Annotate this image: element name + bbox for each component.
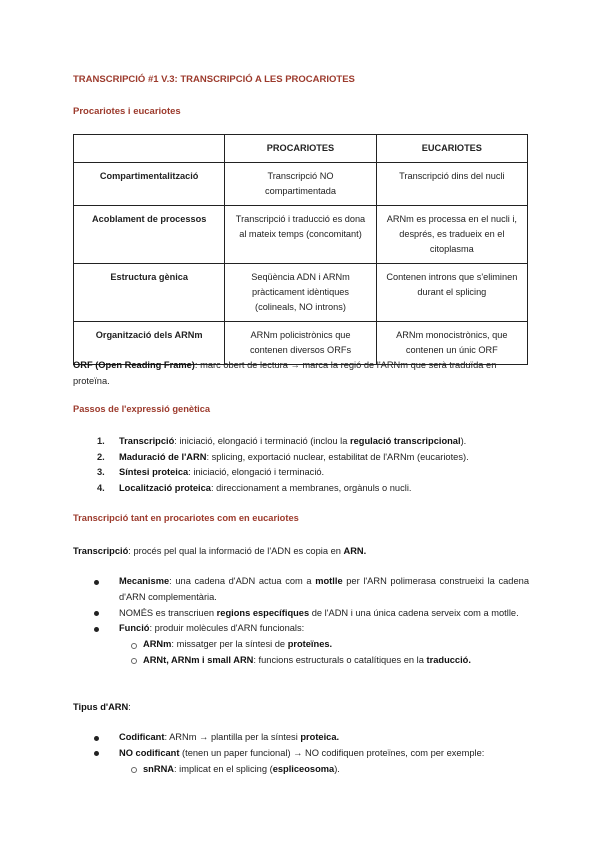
list-item <box>73 574 529 606</box>
term: espliceosoma <box>272 763 335 774</box>
table-cell: Transcripció i traducció es dona al mateix temps (concomitant) <box>225 206 376 264</box>
list-item <box>73 606 529 622</box>
text: : iniciació, elongació i terminació. <box>188 467 325 478</box>
list-item <box>73 481 529 497</box>
text: : splicing, exportació nuclear, estabilitat de l'ARNm (eucariotes). <box>206 451 469 462</box>
row-label: Estructura gènica <box>74 264 225 322</box>
table-header-cell: EUCARIOTES <box>376 135 527 163</box>
table-header-row <box>74 135 528 163</box>
definition-text: : marc obert de lectura → marca la regió de l'ARNm que serà traduïda en proteïna. <box>73 360 497 386</box>
steps-list <box>73 434 529 496</box>
text: : funcions estructurals o catalítiques en la <box>253 654 427 665</box>
rna-types-list <box>73 730 529 777</box>
document-title: TRANSCRIPCIÓ #1 V.3: TRANSCRIPCIÓ A LES PROCARIOTES <box>73 74 355 85</box>
text: : ARNm → plantilla per la síntesi <box>164 732 301 742</box>
term: Maduració de l'ARN <box>119 451 207 462</box>
section-heading: Procariotes i eucariotes <box>73 106 181 117</box>
list-number: 4. <box>97 482 105 493</box>
term: motlle <box>315 576 343 586</box>
term: regions específiques <box>216 607 310 618</box>
section-heading: Passos de l'expressió genètica <box>73 404 211 414</box>
text: : produir molècules d'ARN funcionals: <box>149 623 305 634</box>
table-row <box>74 163 528 206</box>
text: (tenen un paper funcional) → NO codifiquen proteïnes, com per exemple: <box>179 747 485 758</box>
term: ORF (Open Reading Frame) <box>73 360 195 370</box>
list-item <box>73 450 529 466</box>
text: : iniciació, elongació i terminació (inclou la <box>174 436 350 446</box>
term: proteica. <box>300 732 340 742</box>
text: : una cadena d'ADN actua com a <box>169 576 316 586</box>
transcription-definition <box>73 543 529 559</box>
term: Síntesi proteica <box>119 467 189 478</box>
term: Tipus d'ARN <box>73 702 129 712</box>
term: Localització proteica <box>119 482 211 493</box>
table-cell: Transcripció NO compartimentada <box>225 163 376 206</box>
row-label: Compartimentalització <box>74 163 225 206</box>
text: de l'ADN i una única cadena serveix com a motlle. <box>309 607 519 618</box>
term: Mecanisme <box>119 576 170 586</box>
section-heading: Transcripció tant en procariotes com en eucariotes <box>73 513 299 523</box>
term: Transcripció <box>119 436 175 446</box>
term: regulació transcripcional <box>350 436 461 446</box>
term: Codificant <box>119 732 165 742</box>
list-item <box>73 730 529 746</box>
table-row <box>74 206 528 264</box>
text: : missatger per la síntesi de <box>171 639 288 650</box>
table-header-cell <box>74 135 225 163</box>
text: NOMÉS es transcriuen <box>119 607 217 618</box>
table-cell: ARNm monocistrònics, que contenen un únic ORF <box>376 322 527 365</box>
table-row <box>74 264 528 322</box>
list-item <box>73 746 529 762</box>
text: : <box>128 702 131 712</box>
term: NO codificant <box>119 747 180 758</box>
term: snRNA <box>143 763 174 774</box>
table-cell: Transcripció dins del nucli <box>376 163 527 206</box>
term: ARNm <box>143 639 172 650</box>
text: per l'ARN polimerasa construeixi la cadena d'ARN complementària. <box>119 576 529 602</box>
list-number: 3. <box>97 467 105 478</box>
sub-list-item <box>73 762 529 778</box>
list-item <box>73 621 529 637</box>
sub-list-item <box>73 653 529 669</box>
term: traducció. <box>426 654 471 665</box>
row-label: Acoblament de processos <box>74 206 225 264</box>
term: proteïnes. <box>287 639 333 650</box>
term: Funció <box>119 623 150 634</box>
text: ). <box>334 763 340 774</box>
rna-types-heading <box>73 699 529 715</box>
text: : procés pel qual la informació de l'ADN es copia en <box>128 546 344 556</box>
term: ARN. <box>343 546 367 556</box>
text: ). <box>460 436 467 446</box>
bullet-list <box>73 574 529 669</box>
text: : implicat en el splicing ( <box>174 763 273 774</box>
table-cell: Contenen introns que s'eliminen durant el splicing <box>376 264 527 322</box>
list-item <box>73 434 529 450</box>
term: Transcripció <box>73 546 129 556</box>
list-number: 1. <box>97 436 105 446</box>
table-header-cell: PROCARIOTES <box>225 135 376 163</box>
text: : direccionament a membranes, orgànuls o nucli. <box>210 482 412 493</box>
table-cell: ARNm policistrònics que contenen diversos ORFs <box>225 322 376 365</box>
table-cell: Seqüència ADN i ARNm pràcticament idèntiques (colineals, NO introns) <box>225 264 376 322</box>
sub-list-item <box>73 637 529 653</box>
list-item <box>73 465 529 481</box>
table-cell: ARNm es processa en el nucli i, després, es tradueix en el citoplasma <box>376 206 527 264</box>
list-number: 2. <box>97 451 105 462</box>
row-label: Organització dels ARNm <box>74 322 225 365</box>
orf-definition <box>73 357 529 389</box>
comparison-table <box>73 134 529 365</box>
term: ARNt, ARNm i small ARN <box>143 654 254 665</box>
